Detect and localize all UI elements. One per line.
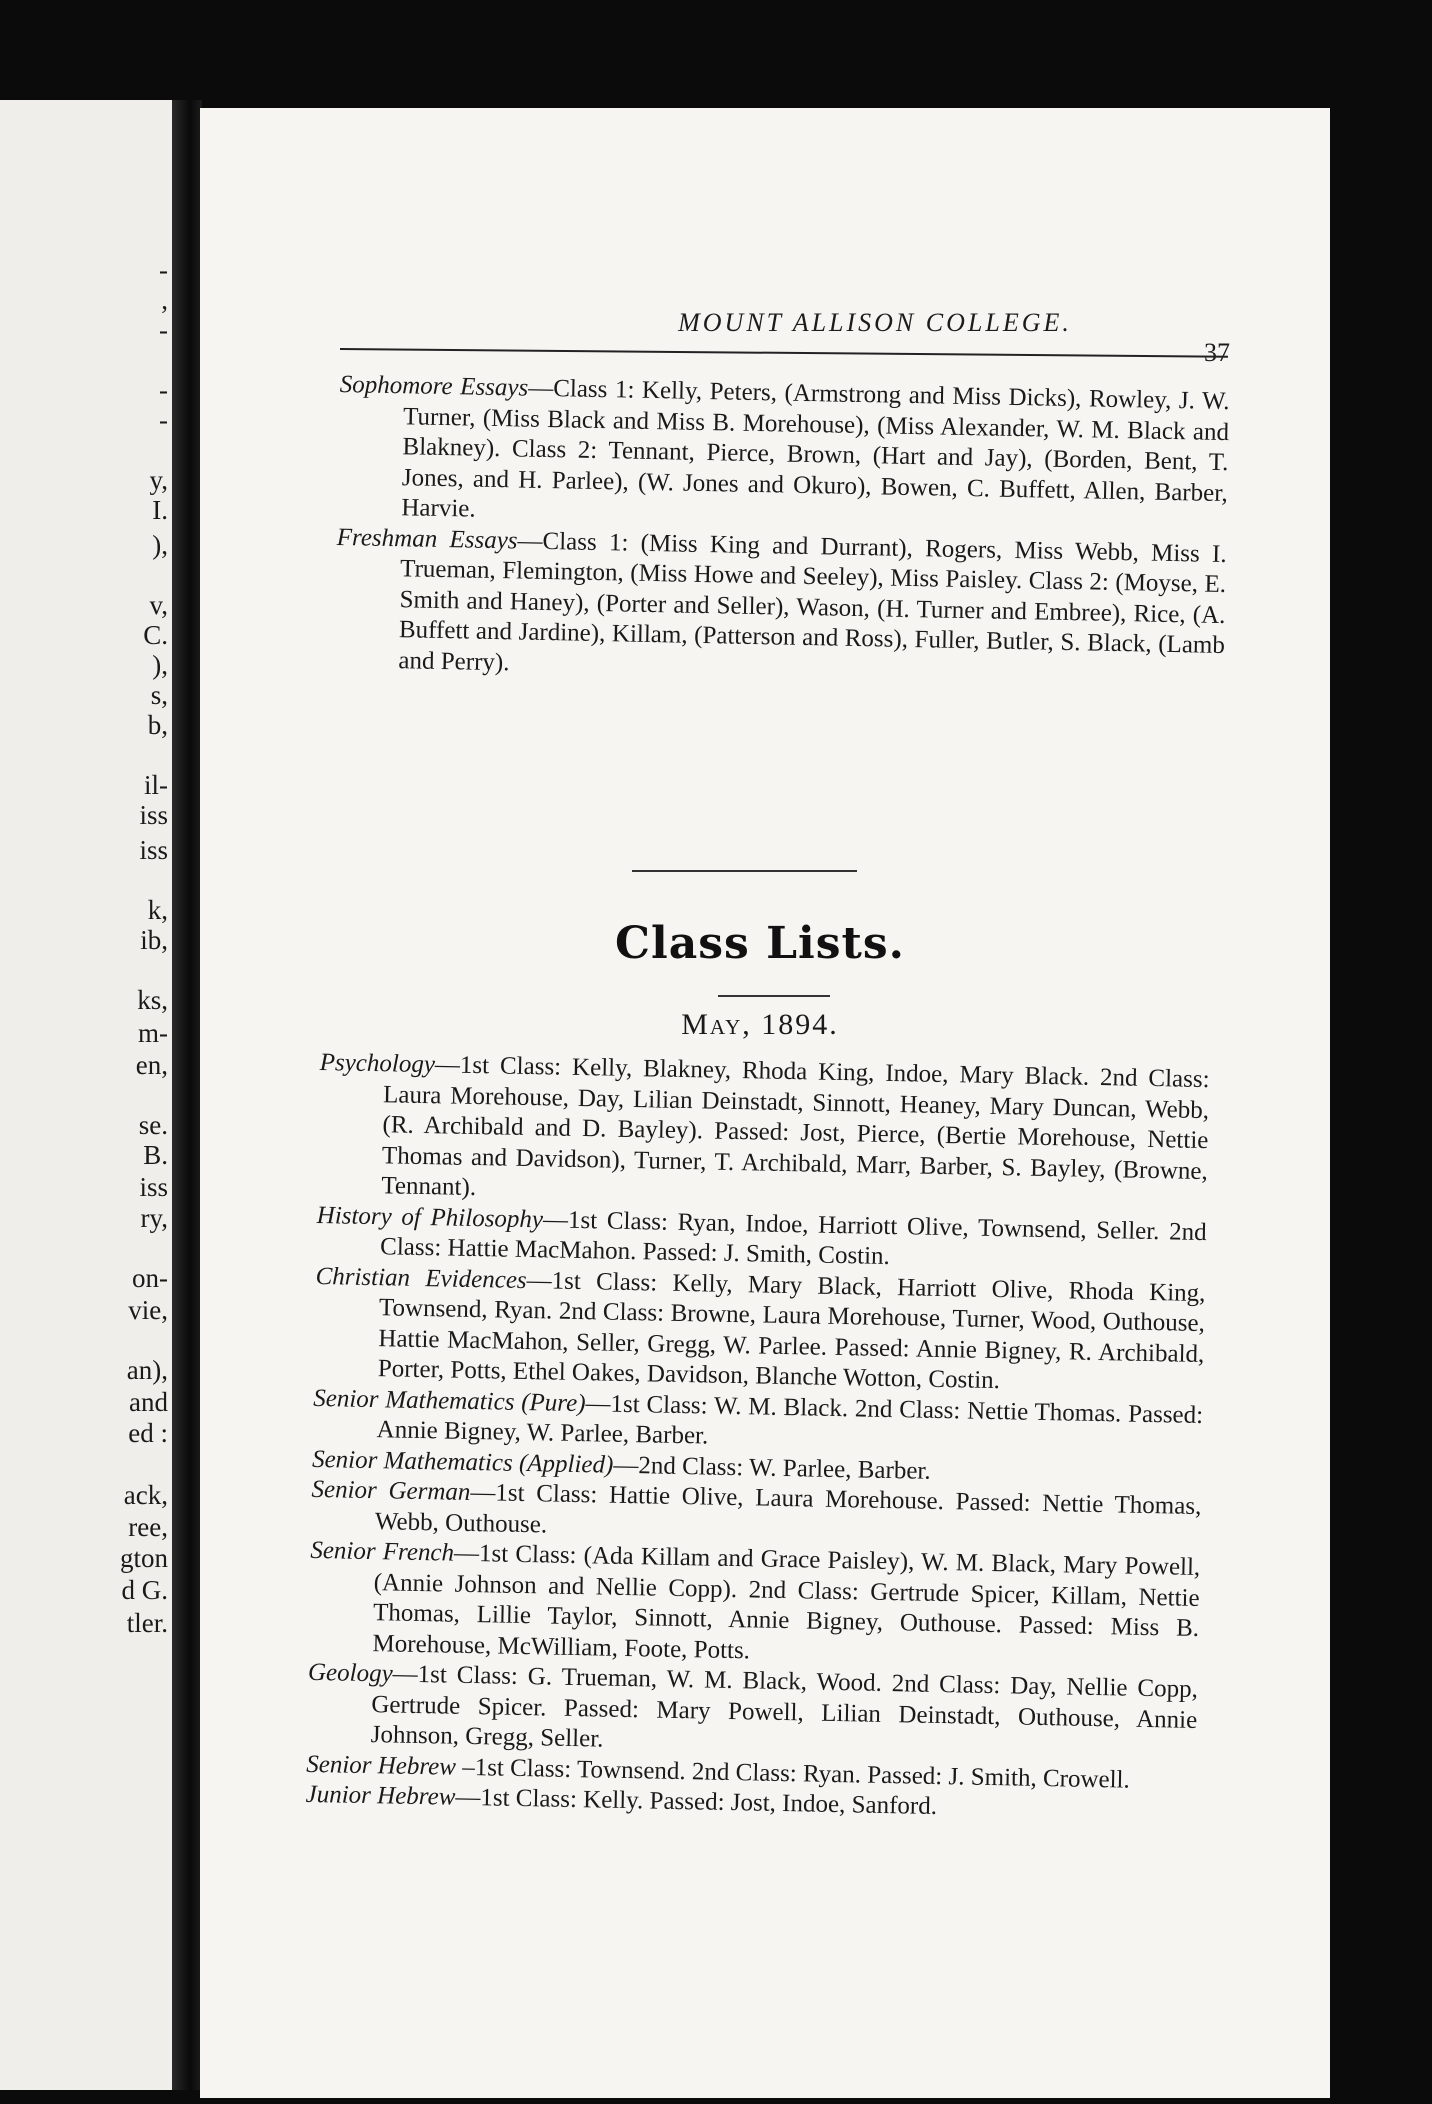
left-page-fragment: gton: [119, 1543, 168, 1573]
class-entry-senior-french: [308, 1536, 1200, 1675]
left-page-fragment: tler.: [126, 1608, 168, 1638]
entry-label: Senior Mathematics (Applied): [311, 1445, 614, 1479]
left-page-fragment: -: [159, 255, 168, 285]
left-page-fragment: -: [159, 375, 168, 405]
entry-label: Junior Hebrew: [305, 1780, 456, 1811]
left-page-fragment: iss: [139, 1172, 168, 1202]
left-page-fragment: se.: [138, 1110, 168, 1140]
entry-text: —1st Class: Kelly, Blakney, Rhoda King, Indoe, Mary Black. 2nd Class: Laura Morehouse, Day, Lilian Deinstadt, Sinnott, Heaney, Mary Duncan, Webb, (R. Archibald and D. Bayley). Passed: Jost, Pierce, (Bertie Morehouse, Nettie Thomas and Davidson), Turner, T. Archibald, Marr, Barber, S. Bayley, (Browne, Tennant).: [381, 1051, 1210, 1202]
entry-label: Freshman Essays: [336, 523, 518, 554]
left-page-fragment: d G.: [121, 1575, 168, 1605]
entry-text: —Class 1: Kelly, Peters, (Armstrong and Miss Dicks), Rowley, J. W. Turner, (Miss Black and Miss B. Morehouse), (Miss Alexander, W. M. Black and Blakney). Class 2: Tennant, Pierce, Brown, (Hart and Jay), (Borden, Bent, T. Jones, and H. Parlee), (W. Jones and Okuro), Bowen, C. Buffett, Allen, Barber, Harvie.: [401, 374, 1230, 523]
entry-text: —1st Class: Ryan, Indoe, Harriott Olive, Townsend, Seller. 2nd Class: Hattie MacMahon. Passed: J. Smith, Costin.: [379, 1205, 1207, 1270]
left-page-fragment: y,: [149, 465, 168, 495]
class-entry-christian-evidences: [314, 1261, 1206, 1400]
entry-text: —2nd Class: W. Parlee, Barber.: [613, 1451, 931, 1485]
left-page-fragment: vie,: [128, 1295, 168, 1325]
left-page-fragment: ),: [152, 530, 168, 560]
entry-label: Senior French: [310, 1536, 455, 1567]
class-lists-section: [305, 1048, 1209, 1827]
entry-text: —1st Class: Kelly. Passed: Jost, Indoe, Sanford.: [455, 1783, 938, 1820]
left-page-fragment: B.: [143, 1140, 168, 1170]
class-entry-psychology: [317, 1048, 1210, 1218]
left-page-fragment: ,: [161, 285, 168, 315]
left-facing-page: [0, 100, 172, 2090]
book-gutter: [172, 100, 202, 2090]
entry-text: —1st Class: G. Trueman, W. M. Black, Wood. 2nd Class: Day, Nellie Copp, Gertrude Spicer. Passed: Mary Powell, Lilian Deinstadt, Outhouse, Annie Johnson, Gregg, Seller.: [370, 1660, 1199, 1753]
section-title: Class Lists.: [615, 918, 905, 969]
left-page-fragment: iss: [139, 835, 168, 865]
left-page-fragment: -: [159, 405, 168, 435]
title-rule: [718, 995, 830, 997]
left-page-fragment: k,: [147, 895, 168, 925]
entry-label: Christian Evidences: [315, 1262, 527, 1294]
entry-text: –1st Class: Townsend. 2nd Class: Ryan. Passed: J. Smith, Crowell.: [455, 1753, 1131, 1794]
class-entry-geology: [307, 1658, 1199, 1767]
section-date: May, 1894.: [681, 1008, 839, 1041]
left-page-fragment: I.: [152, 495, 168, 525]
entry-text: —1st Class: W. M. Black. 2nd Class: Nettie Thomas. Passed: Annie Bigney, W. Parlee, Barber.: [376, 1389, 1204, 1450]
left-page-fragment: b,: [147, 710, 168, 740]
entry-text: —1st Class: Hattie Olive, Laura Morehouse. Passed: Nettie Thomas, Webb, Outhouse.: [374, 1478, 1202, 1538]
left-page-fragment: ree,: [128, 1512, 168, 1542]
entry-text: —1st Class: Kelly, Mary Black, Harriott Olive, Rhoda King, Townsend, Ryan. 2nd Class: Browne, Laura Morehouse, Turner, Wood, Outhouse, Hattie MacMahon, Seller, Gregg, W. Parlee. Passed: Annie Bigney, R. Archibald, Porter, Potts, Ethel Oakes, Davidson, Blanche Wotton, Costin.: [377, 1266, 1206, 1395]
entry-label: Geology: [307, 1658, 393, 1688]
entry-label: Senior Mathematics (Pure): [313, 1384, 586, 1417]
entry-label: Sophomore Essays: [339, 370, 529, 402]
essays-section: [334, 370, 1230, 692]
left-page-fragment: C.: [143, 620, 168, 650]
entry-label: History of Philosophy: [316, 1201, 544, 1233]
left-page-fragment: il-: [144, 770, 168, 800]
entry-text: —1st Class: (Ada Killam and Grace Paisley), W. M. Black, Mary Powell, (Annie Johnson and Nellie Copp). 2nd Class: Gertrude Spicer, Killam, Nettie Thomas, Lillie Taylor, Sinnott, Annie Bigney, Outhouse. Passed: Miss B. Morehouse, McWilliam, Foote, Potts.: [372, 1539, 1201, 1664]
left-page-fragment: and: [129, 1387, 168, 1417]
left-page-fragment: ry,: [140, 1203, 168, 1233]
left-page-fragment: en,: [135, 1050, 168, 1080]
left-page-fragment: ),: [152, 650, 168, 680]
book-page: [200, 108, 1330, 2098]
page-number: 37: [1204, 338, 1230, 367]
entry-label: Psychology: [319, 1048, 436, 1079]
entry-label: Senior German: [311, 1475, 471, 1506]
running-title: MOUNT ALLISON COLLEGE.: [678, 308, 1072, 337]
left-page-fragment: ack,: [123, 1480, 168, 1510]
essay-entry-freshman: [334, 522, 1227, 692]
section-separator: [632, 870, 857, 872]
header-rule: [340, 348, 1228, 358]
left-page-fragment: -: [159, 315, 168, 345]
left-page-fragment: m-: [138, 1018, 168, 1048]
entry-label: Senior Hebrew: [305, 1750, 457, 1781]
essay-entry-sophomore: [337, 370, 1230, 540]
left-page-fragment: on-: [132, 1263, 168, 1293]
entry-text: —Class 1: (Miss King and Durrant), Rogers, Miss Webb, Miss I. Trueman, Flemington, (Miss Howe and Seeley), Miss Paisley. Class 2: (Moyse, E. Smith and Haney), (Porter and Seller), Wason, (H. Turner and Embree), Rice, (A. Buffett and Jardine), Killam, (Patterson and Ross), Fuller, Butler, S. Black, (Lamb and Perry).: [398, 526, 1227, 676]
left-page-fragment: ed :: [128, 1418, 168, 1448]
left-page-fragment: iss: [139, 800, 168, 830]
left-page-fragment: s,: [150, 680, 168, 710]
left-page-fragment: v,: [149, 590, 168, 620]
left-page-fragment: ib,: [140, 925, 168, 955]
left-page-fragment: ks,: [137, 985, 168, 1015]
left-page-fragment: an),: [126, 1355, 168, 1385]
